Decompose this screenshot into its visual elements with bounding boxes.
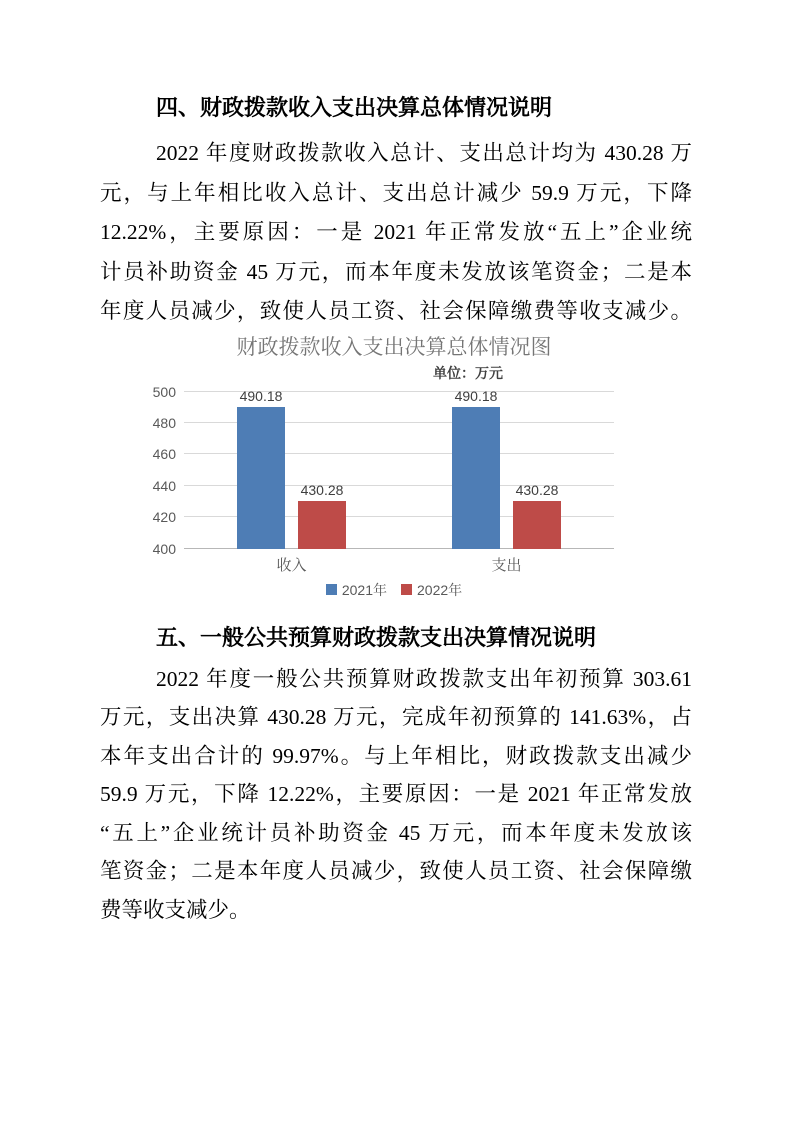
bar (513, 481, 561, 549)
bar-data-label: 490.18 (239, 387, 283, 404)
legend-item (401, 580, 462, 600)
paragraph-line: “五上”企业统计员补助资金 45 万元，而本年度未发放该 (100, 820, 692, 845)
bar-group (399, 387, 614, 549)
bar (237, 387, 285, 549)
x-axis-category-label: 支出 (491, 556, 522, 574)
paragraph-line: 12.22%，主要原因：一是 2021 年正常发放“五上”企业统 (100, 220, 692, 244)
x-axis-category-label: 收入 (276, 556, 307, 574)
legend-label: 2022年 (417, 581, 463, 598)
paragraph-line: 计员补助资金 45 万元，而本年度未发放该笔资金；二是本 (100, 259, 692, 284)
bar-data-label: 490.18 (454, 387, 498, 404)
y-axis-tick-label: 440 (152, 477, 176, 494)
paragraph-line: 本年支出合计的 99.97%。与上年相比，财政拨款支出减少 (100, 743, 692, 768)
paragraph-line: 2022 年度财政拨款收入总计、支出总计均为 430.28 万 (156, 141, 692, 165)
section4-paragraph (100, 134, 692, 332)
chart-x-axis-labels (184, 554, 614, 575)
paragraph-line: 年度人员减少，致使人员工资、社会保障缴费等收支减少。 (100, 299, 692, 323)
legend-swatch-icon (326, 584, 337, 595)
paragraph-line: 费等收支减少。 (100, 897, 251, 922)
bar-group (184, 387, 399, 549)
y-axis-tick-label: 480 (152, 414, 176, 431)
section5-heading: 五、一般公共预算财政拨款支出决算情况说明 (156, 624, 597, 650)
paragraph-line: 万元，支出决算 430.28 万元，完成年初预算的 141.63%，占 (100, 705, 692, 729)
y-axis-tick-label: 500 (152, 383, 176, 400)
chart-legend (144, 580, 644, 600)
chart-unit-label: 单位：万元 (433, 364, 503, 381)
bar-data-label: 430.28 (515, 481, 559, 498)
bar (452, 387, 500, 549)
y-axis-tick-label: 420 (152, 509, 176, 526)
bar-data-label: 430.28 (300, 481, 344, 498)
paragraph-line: 笔资金；二是本年度人员减少，致使人员工资、社会保障缴 (100, 859, 692, 883)
section5-paragraph (100, 660, 692, 930)
y-axis-tick-label: 400 (152, 540, 176, 557)
page-content (100, 0, 692, 929)
paragraph-line: 元，与上年相比收入总计、支出总计减少 59.9 万元，下降 (100, 180, 692, 205)
chart-plot-area (152, 383, 614, 557)
bar (298, 481, 346, 549)
section4-heading: 四、财政拨款收入支出决算总体情况说明 (156, 95, 553, 120)
paragraph-line: 2022 年度一般公共预算财政拨款支出年初预算 303.61 (156, 666, 692, 691)
legend-swatch-icon (401, 584, 412, 595)
paragraph-line: 59.9 万元，下降 12.22%，主要原因：一是 2021 年正常发放 (100, 782, 692, 806)
chart-title: 财政拨款收入支出决算总体情况图 (236, 334, 552, 359)
y-axis-tick-label: 460 (152, 446, 176, 463)
legend-label: 2021年 (341, 581, 387, 598)
legend-item (326, 580, 387, 600)
bar-chart (144, 334, 644, 606)
